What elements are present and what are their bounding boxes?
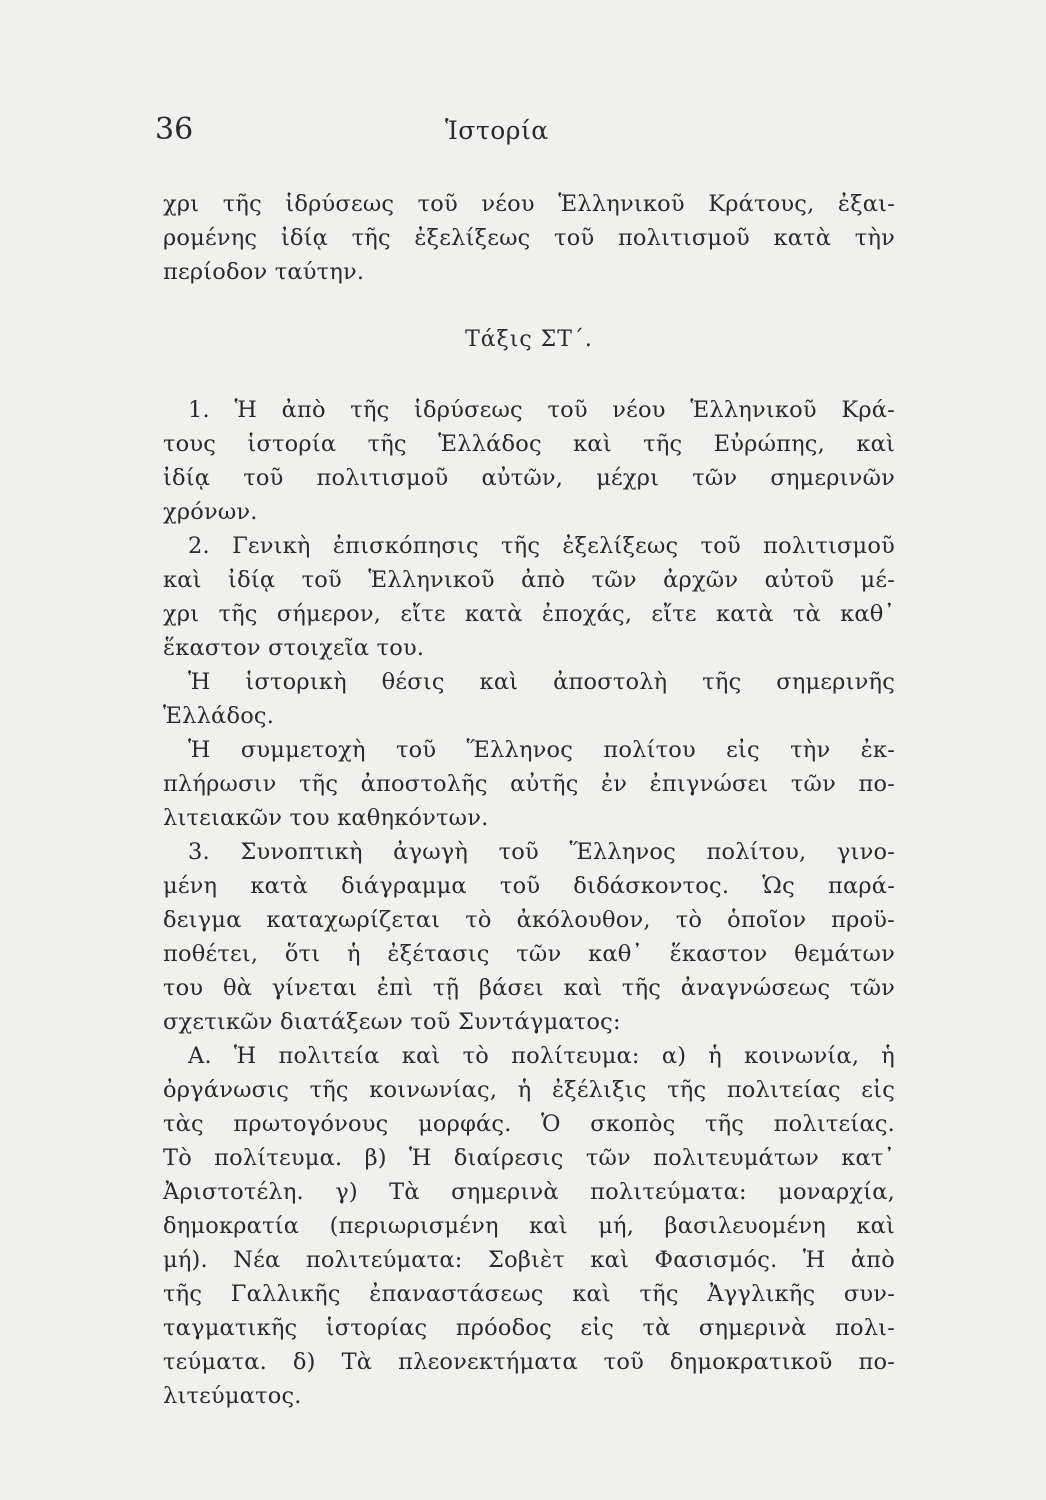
text-line: ὀργάνωσις τῆς κοινωνίας, ἡ ἐξέλιξις τῆς πολιτείας εἰς: [163, 1077, 895, 1103]
text-line: Α. Ἡ πολιτεία καὶ τὸ πολίτευμα: α) ἡ κοινωνία, ἡ: [188, 1043, 895, 1069]
text-line: 2. Γενικὴ ἐπισκόπησις τῆς ἐξελίξεως τοῦ πολιτισμοῦ: [188, 533, 895, 559]
running-title: Ἱστορία: [445, 116, 549, 145]
page-header: [155, 112, 895, 152]
text-line: ἰδίᾳ τοῦ πολιτισμοῦ αὐτῶν, μέχρι τῶν σημερινῶν: [163, 465, 895, 491]
text-line: χρι τῆς σήμερον, εἴτε κατὰ ἐποχάς, εἴτε κατὰ τὰ καθ᾽: [163, 601, 895, 627]
text-line: 3. Συνοπτικὴ ἀγωγὴ τοῦ Ἕλληνος πολίτου, γινο-: [188, 839, 895, 865]
text-line: μή). Νέα πολιτεύματα: Σοβιὲτ καὶ Φασισμός. Ἡ ἀπὸ: [163, 1247, 895, 1273]
text-line: δειγμα καταχωρίζεται τὸ ἀκόλουθον, τὸ ὁποῖον προϋ-: [163, 907, 895, 933]
text-line: ἕκαστον στοιχεῖα του.: [163, 635, 425, 661]
text-line: λιτεύματος.: [163, 1383, 302, 1409]
text-line: Ἡ συμμετοχὴ τοῦ Ἕλληνος πολίτου εἰς τὴν ἐκ-: [188, 737, 895, 763]
section-heading: Τάξις ΣΤ΄.: [465, 327, 593, 352]
text-line: χρι τῆς ἱδρύσεως τοῦ νέου Ἑλληνικοῦ Κράτους, ἐξαι-: [163, 191, 895, 217]
text-line: μένη κατὰ διάγραμμα τοῦ διδάσκοντος. Ὡς παρά-: [163, 873, 895, 899]
text-line: Τὸ πολίτευμα. β) Ἡ διαίρεσις τῶν πολιτευμάτων κατ᾽: [163, 1145, 895, 1171]
text-line: δημοκρατία (περιωρισμένη καὶ μή, βασιλευομένη καὶ: [163, 1213, 895, 1239]
text-line: σχετικῶν διατάξεων τοῦ Συντάγματος:: [163, 1009, 621, 1035]
text-line: Ἑλλάδος.: [163, 703, 275, 729]
text-line: ρομένης ἰδίᾳ τῆς ἐξελίξεως τοῦ πολιτισμοῦ κατὰ τὴν: [163, 225, 895, 251]
text-line: περίοδον ταύτην.: [163, 259, 365, 285]
text-line: πλήρωσιν τῆς ἀποστολῆς αὐτῆς ἐν ἐπιγνώσει τῶν πο-: [163, 771, 895, 797]
page-number: 36: [155, 112, 194, 147]
text-line: 1. Ἡ ἀπὸ τῆς ἱδρύσεως τοῦ νέου Ἑλληνικοῦ Κρά-: [188, 397, 895, 423]
text-line: τεύματα. δ) Τὰ πλεονεκτήματα τοῦ δημοκρατικοῦ πο-: [163, 1349, 895, 1375]
text-line: χρόνων.: [163, 499, 258, 525]
text-line: λιτειακῶν του καθηκόντων.: [163, 805, 489, 831]
text-line: ταγματικῆς ἱστορίας πρόοδος εἰς τὰ σημερινὰ πολι-: [163, 1315, 895, 1341]
text-line: τους ἱστορία τῆς Ἑλλάδος καὶ τῆς Εὐρώπης, καὶ: [163, 431, 895, 457]
text-line: Ἡ ἱστορικὴ θέσις καὶ ἀποστολὴ τῆς σημερινῆς: [188, 669, 895, 695]
text-line: ποθέτει, ὅτι ἡ ἐξέτασις τῶν καθ᾽ ἕκαστον θεμάτων: [163, 941, 895, 967]
text-line: τὰς πρωτογόνους μορφάς. Ὁ σκοπὸς τῆς πολιτείας.: [163, 1111, 895, 1137]
text-line: καὶ ἰδίᾳ τοῦ Ἑλληνικοῦ ἀπὸ τῶν ἀρχῶν αὐτοῦ μέ-: [163, 567, 895, 593]
text-line: Ἀριστοτέλη. γ) Τὰ σημερινὰ πολιτεύματα: μοναρχία,: [163, 1179, 895, 1205]
text-line: τῆς Γαλλικῆς ἐπαναστάσεως καὶ τῆς Ἀγγλικῆς συν-: [163, 1281, 895, 1307]
text-line: του θὰ γίνεται ἐπὶ τῇ βάσει καὶ τῆς ἀναγνώσεως τῶν: [163, 975, 895, 1001]
